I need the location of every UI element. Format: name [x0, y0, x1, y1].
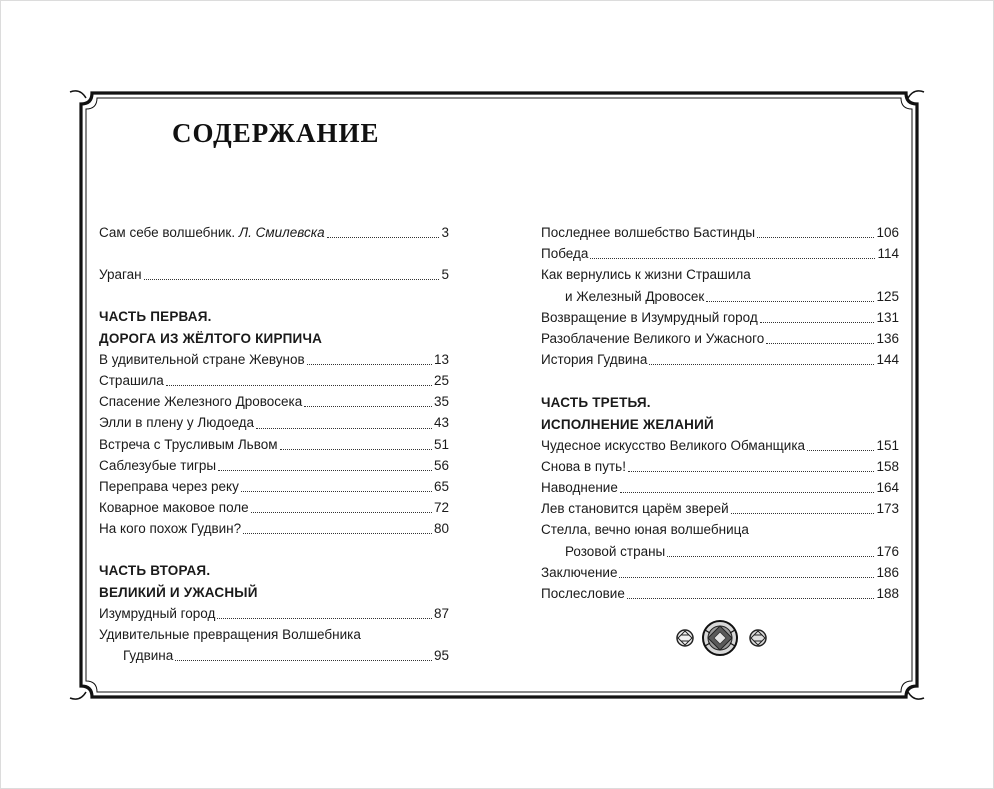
entry-title: Элли в плену у Людоеда — [99, 415, 255, 431]
entry-title: Розовой страны — [565, 543, 666, 559]
part-heading: ЧАСТЬ ПЕРВАЯ. — [99, 309, 212, 325]
dot-leader — [280, 449, 432, 450]
toc-entry[interactable] — [541, 562, 899, 583]
entry-title-line[interactable]: Как вернулись к жизни Страшила — [541, 267, 751, 283]
toc-entry[interactable] — [99, 476, 449, 497]
toc-right-column — [541, 222, 899, 604]
dot-leader — [628, 471, 875, 472]
part-subheading: ДОРОГА ИЗ ЖЁЛТОГО КИРПИЧА — [99, 330, 323, 346]
part-heading: ЧАСТЬ ТРЕТЬЯ. — [541, 395, 651, 411]
entry-title: Саблезубые тигры — [99, 457, 217, 473]
entry-title: Страшила — [99, 372, 164, 388]
entry-title: Заключение — [541, 564, 618, 580]
page-number: 87 — [433, 605, 449, 621]
toc-entry[interactable] — [541, 349, 899, 370]
entry-title: Последнее волшебство Бастинды — [541, 225, 756, 240]
page-number: 176 — [876, 543, 899, 559]
page-number: 5 — [441, 267, 449, 283]
page-number: 125 — [876, 288, 899, 304]
toc-entry[interactable] — [541, 498, 899, 519]
dot-leader — [217, 618, 432, 619]
dot-leader — [175, 660, 432, 661]
page-number: 56 — [433, 457, 449, 473]
toc-entry[interactable] — [541, 328, 899, 349]
page-number: 186 — [876, 564, 899, 580]
toc-entry[interactable] — [541, 541, 899, 562]
toc-entry[interactable] — [99, 518, 449, 539]
dot-leader — [667, 556, 874, 557]
toc-entry[interactable] — [541, 435, 899, 456]
entry-title: На кого похож Гудвин? — [99, 521, 242, 537]
dot-leader — [166, 385, 432, 386]
toc-entry[interactable] — [99, 497, 449, 518]
page-number: 3 — [441, 225, 449, 240]
page-number: 131 — [876, 309, 899, 325]
page-number: 173 — [876, 501, 899, 517]
page-number: 43 — [433, 415, 449, 431]
toc-entry[interactable] — [99, 645, 449, 666]
dot-leader — [766, 343, 874, 344]
emerald-gems-ornament-icon — [672, 618, 772, 658]
dot-leader — [241, 491, 432, 492]
toc-entry[interactable] — [99, 349, 449, 370]
toc-entry[interactable] — [99, 391, 449, 412]
toc-entry[interactable] — [99, 603, 449, 624]
entry-title: и Железный Дровосек — [565, 288, 705, 304]
dot-leader — [218, 470, 432, 471]
page-title: СОДЕРЖАНИЕ — [172, 118, 380, 148]
page-number: 65 — [433, 478, 449, 494]
page-number: 136 — [876, 330, 899, 346]
entry-title: В удивительной стране Жевунов — [99, 351, 305, 367]
entry-title: Снова в путь! — [541, 458, 626, 474]
toc-entry[interactable] — [541, 243, 899, 264]
toc-entry[interactable] — [541, 307, 899, 328]
dot-leader — [619, 577, 874, 578]
page-number: 51 — [433, 436, 449, 452]
dot-leader — [731, 513, 875, 514]
toc-entry[interactable] — [99, 222, 449, 243]
dot-leader — [251, 512, 432, 513]
part-heading: ЧАСТЬ ВТОРАЯ. — [99, 563, 211, 579]
part-subheading: ВЕЛИКИЙ И УЖАСНЫЙ — [99, 584, 258, 600]
dot-leader — [706, 301, 874, 302]
page-number: 25 — [433, 372, 449, 388]
entry-title: Коварное маковое поле — [99, 500, 249, 516]
entry-title-line[interactable]: Удивительные превращения Волшебника — [99, 627, 361, 642]
entry-title: Гудвина — [123, 648, 174, 664]
entry-title: Встреча с Трусливым Львом — [99, 436, 278, 452]
large-gem-center-icon — [703, 621, 737, 655]
toc-entry[interactable] — [541, 477, 899, 498]
page-number: 164 — [876, 480, 899, 496]
dot-leader — [144, 279, 440, 280]
page-number: 35 — [433, 394, 449, 410]
page-number: 95 — [433, 648, 449, 664]
entry-title: Победа — [541, 246, 589, 262]
toc-entry[interactable] — [99, 455, 449, 476]
dot-leader — [243, 533, 432, 534]
entry-title: Послесловие — [541, 586, 625, 601]
toc-entry[interactable] — [541, 583, 899, 604]
page-number: 72 — [433, 500, 449, 516]
toc-entry[interactable] — [99, 370, 449, 391]
page-number: 106 — [876, 225, 899, 240]
entry-title: Сам себе волшебник. — [99, 225, 239, 240]
dot-leader — [327, 237, 440, 238]
dot-leader — [760, 322, 875, 323]
toc-left-column — [99, 222, 449, 666]
entry-title: Спасение Железного Дровосека — [99, 394, 303, 410]
entry-title: Ураган — [99, 267, 142, 283]
page-number: 144 — [876, 352, 899, 368]
page-number: 80 — [433, 521, 449, 537]
entry-title: Наводнение — [541, 480, 618, 496]
dot-leader — [649, 364, 874, 365]
entry-title: Чудесное искусство Великого Обманщика — [541, 437, 806, 453]
toc-entry[interactable] — [541, 456, 899, 477]
toc-entry[interactable] — [541, 222, 899, 243]
entry-title: Возвращение в Изумрудный город — [541, 309, 758, 325]
entry-title: Лев становится царём зверей — [541, 501, 729, 517]
page-number: 13 — [433, 351, 449, 367]
entry-title-line[interactable]: Стелла, вечно юная волшебница — [541, 522, 749, 538]
entry-title: Изумрудный город — [99, 605, 216, 621]
dot-leader — [807, 450, 874, 451]
toc-entry[interactable] — [99, 434, 449, 455]
dot-leader — [256, 428, 432, 429]
dot-leader — [307, 364, 432, 365]
toc-entry[interactable] — [99, 412, 449, 433]
toc-entry[interactable] — [99, 264, 449, 285]
dot-leader — [757, 237, 874, 238]
entry-title: История Гудвина — [541, 352, 648, 368]
entry-title: Переправа через реку — [99, 478, 239, 494]
page-number: 158 — [876, 458, 899, 474]
dot-leader — [590, 258, 875, 259]
page-number: 188 — [876, 586, 899, 601]
dot-leader — [627, 598, 875, 599]
page-number: 151 — [876, 437, 899, 453]
entry-author: Л. Смилевска — [238, 225, 325, 240]
part-subheading: ИСПОЛНЕНИЕ ЖЕЛАНИЙ — [541, 416, 714, 432]
part1-entries — [99, 349, 449, 540]
entry-title: Разоблачение Великого и Ужасного — [541, 330, 765, 346]
dot-leader — [620, 492, 875, 493]
page-number: 114 — [877, 246, 899, 262]
dot-leader — [304, 406, 432, 407]
toc-entry[interactable] — [541, 286, 899, 307]
small-gem-right-icon — [750, 630, 766, 646]
small-gem-left-icon — [677, 630, 693, 646]
